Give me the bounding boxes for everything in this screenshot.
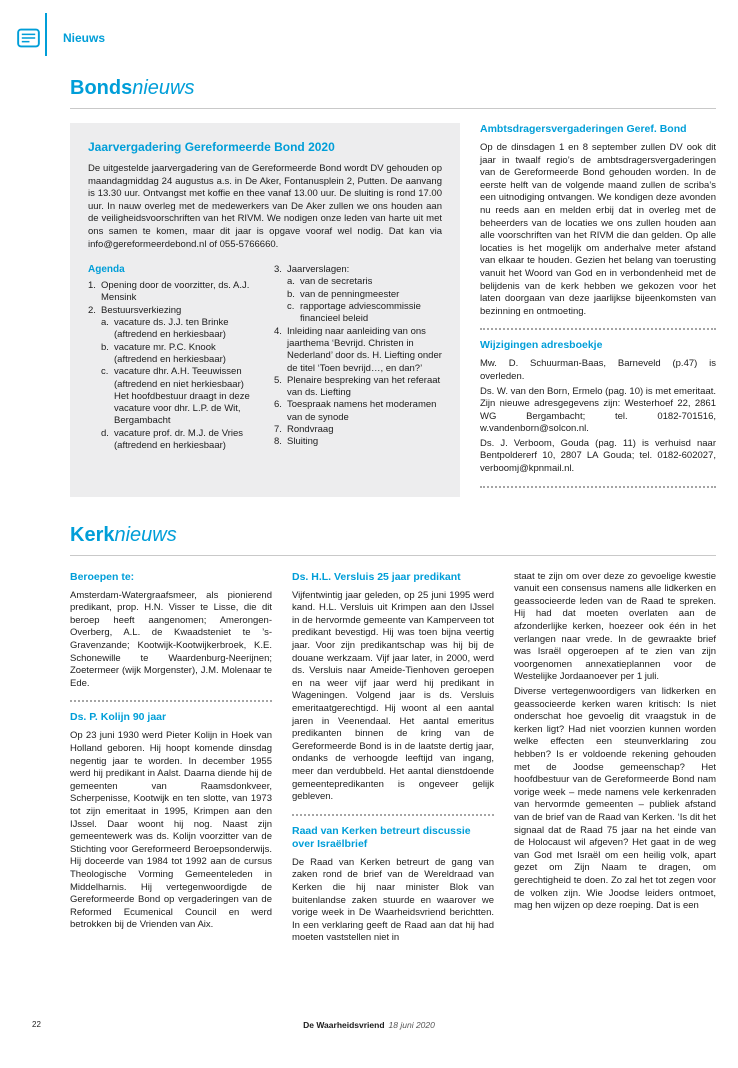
- item-marker: a.: [101, 317, 109, 329]
- item-marker: a.: [287, 276, 295, 288]
- agenda-item: [274, 375, 442, 400]
- article-body: Op 23 juni 1930 werd Pieter Kolijn in Hoek van Holland geboren. Hij hoopt komende dinsdag negentig jaar te worden. In december 1955 werd hij predikant in Aalst. Daarna diende hij de gemeenten van Raamsdonkveer, Scherpenisse, Kootwijk en ten slotte, van 1973 tot zijn emeritaat in 1995, Krimpen aan den IJssel. Daar woont hij nog. Naast zijn gemeentewerk was ds. Kolijn voorzitter van de Stichting voor Gereformeerd Beroepsonderwijs. Hij doceerde van 1984 tot 1992 aan de cursus Theologische Vorming Gemeenteleden in Middelharnis. Hij vertegenwoordigde de Gereformeerde Bond op vergaderingen van de Reformed Ecumenical Council en werd betrokken bij de Vrienden van Aix.: [70, 730, 272, 931]
- article-title: Ambtsdragersvergaderingen Geref. Bond: [480, 123, 687, 135]
- item-marker: b.: [287, 288, 295, 300]
- article-body: Ds. W. van den Born, Ermelo (pag. 10) is met emeritaat. Zijn nieuwe adresgegevens zijn: Westerhoef 22, 2861 WG Bergambacht; tel. 0182-701516, w.vandenborn@solcon.nl.: [480, 385, 717, 435]
- news-icon: [17, 28, 40, 48]
- item-text: van de penningmeester: [300, 288, 400, 300]
- section-title-italic: nieuws: [114, 523, 177, 546]
- agenda-left-column: [88, 264, 256, 452]
- article-title: Ds. H.L. Versluis 25 jaar predikant: [292, 570, 461, 583]
- article-jaarvergadering: [70, 123, 460, 497]
- dotted-separator: [480, 328, 716, 330]
- item-text: Inleiding naar aanleiding van ons jaarthema ‘Bevrijd. Christen in Nederland’ door ds. H. Liefting onder de titel ‘Toen bevrijd…, en dan?’: [287, 325, 442, 374]
- article-body: Diverse vertegenwoordigers van lidkerken en geassocieerde kerken waren kritisch: Is niet onderschat hoe gevoelig dit vraagstuk in de kerken ligt? Had niet voorzien kunnen worden welke effecten een steunverklaring zou hebben? Is er voldoende rekening gehouden met de Joodse gemeenschap? Het hoofdbestuur van de Gereformeerde Bond nam vorige week – mede namens vele kerkenraden van hervormde gemeenten – publiek afstand van de brief van de Raad van Kerken. ‘Is dit het signaal dat de Raad 75 jaar na het einde van de Holocaust wil afgeven? Het gaat in de weg van God met Israël om een heilig volk, apart gezet om Zijn Naam te dragen, om gerechtigheid te doen. Zo zal het tot zegen voor de volken zijn. Wie Joodse leiders ontmoet, mag hen wijzen op deze roeping. Dat is een: [514, 686, 716, 912]
- dotted-separator: [70, 700, 272, 702]
- agenda-item: [274, 326, 442, 375]
- kerk-column-1: [70, 571, 272, 945]
- publication-date: 18 juni 2020: [388, 1020, 435, 1030]
- bonds-side-column: [480, 123, 716, 497]
- agenda-heading: Agenda: [88, 264, 125, 276]
- agenda-item: [274, 264, 442, 276]
- item-marker: 5.: [274, 374, 282, 386]
- section-rule: [70, 108, 716, 109]
- item-text: Opening door de voorzitter, ds. A.J. Mensink: [101, 280, 250, 304]
- article-kolijn: [70, 711, 272, 932]
- agenda-subitem: [287, 276, 442, 288]
- agenda-item: [274, 399, 442, 424]
- item-marker: 8.: [274, 436, 282, 448]
- article-beroepen: [70, 571, 272, 691]
- dotted-separator: [292, 814, 494, 816]
- agenda-subitem: [287, 289, 442, 301]
- agenda-subitem: [101, 428, 256, 453]
- article-body: Op de dinsdagen 1 en 8 september zullen DV ook dit jaar in twaalf regio’s de ambtsdragersvergaderingen van de Gereformeerde Bond gehouden worden. In de eerste helft van de volgende maand zullen de scriba’s een uitnodiging ontvangen. We kondigen deze avonden nu reeds aan en melden erbij dat in overleg met de beheerders van de locaties we ons zullen houden aan alle voorschriften van het RIVM die dan gelden. Op alle locaties is het mogelijk om anderhalve meter afstand van elkaar te houden. Gezien het belang van toerusting vanuit het Woord van God en in verbondenheid met de belijdenis van de kerk hebben we gekozen voor het laten doorgaan van deze jaarlijkse bijeenkomsten van bezinning en ontmoeting.: [480, 142, 716, 317]
- article-body: staat te zijn om over deze zo gevoelige kwestie vanuit een consensus namens alle lidkerken en geassocieerde leden van de Raad te spreken. Hij had dat moeten overlaten aan de afzonderlijke kerken, hoezeer ook één in het verlangen naar vrede. In de gewraakte brief was Israël opgeroepen af te zien van zijn voorgenomen annexatieplannen voor de Westelijke Jordaanoever per 1 juli.: [514, 570, 716, 683]
- item-marker: 4.: [274, 325, 282, 337]
- article-ambtsdragers: [480, 123, 716, 318]
- section-title-italic: nieuws: [132, 77, 195, 99]
- agenda-item: [274, 436, 442, 448]
- article-title: Beroepen te:: [70, 570, 135, 583]
- kerk-column-3: [514, 571, 716, 945]
- item-text: vacature prof. dr. M.J. de Vries (aftredend en herkiesbaar): [114, 427, 244, 452]
- kerk-column-2: [292, 571, 494, 945]
- item-text: Toespraak namens het moderamen van de synode: [287, 399, 437, 423]
- item-text: vacature ds. J.J. ten Brinke (aftredend en herkiesbaar): [114, 317, 229, 341]
- agenda-item: [274, 424, 442, 436]
- page-number: 22: [32, 1020, 41, 1029]
- item-marker: d.: [101, 427, 109, 439]
- item-marker: 2.: [88, 304, 96, 316]
- dotted-separator: [480, 486, 716, 488]
- item-text: van de secretaris: [300, 276, 373, 288]
- item-marker: c.: [287, 301, 295, 313]
- item-text: Bestuursverkiezing: [101, 304, 182, 316]
- article-versluis: [292, 571, 494, 804]
- agenda-item: [88, 305, 256, 317]
- section-title-bold: Kerk: [70, 523, 115, 546]
- section-rule: [70, 555, 716, 556]
- article-title: Ds. P. Kolijn 90 jaar: [70, 711, 167, 724]
- item-marker: 7.: [274, 424, 282, 436]
- article-body: De Raad van Kerken betreurt de gang van zaken rond de brief van de Wereldraad van Kerken die hij naar minister Blok van buitenlandse zaken stuurde en waarover we vorige week in De Waarheidsvriend berichtten. In een verklaring geeft de Raad aan dat hij had moeten vaststellen niet in: [292, 856, 494, 944]
- item-text: vacature dhr. A.H. Teeuwissen (aftredend en niet herkiesbaar) Het hoofdbestuur draagt in deze vacature voor dhr. L.P. de Wit, Bergambacht: [114, 366, 250, 427]
- article-body: Vijfentwintig jaar geleden, op 25 juni 1995 werd kand. H.L. Versluis uit Krimpen aan den IJssel in de hervormde gemeente van Kamperveen tot predikant bevestigd. Hij was toen bijna veertig jaar. Voor zijn predikantschap was hij bij de douane werkzaam. Vijf jaar later, in 2000, werd ds. Versluis naar Ameide-Tienhoven geroepen en na weer vijf jaar werd hij predikant in Wageningen. Volgend jaar is ds. Versluis emeritaatgerechtigd. Hij woont al een aantal jaren in Veenendaal. Het aantal emeritus predikanten binnen de kring van de Gereformeerde Bond is in de laatste dertig jaar, ondanks de verhoogde leeftijd van ingang, meer dan verdubbeld. Het aantal dienstdoende gemeentepredikanten is ongeveer gelijk gebleven.: [292, 589, 494, 803]
- section-title-bondsnieuws: [70, 76, 716, 100]
- section-title-bold: Bonds: [70, 77, 133, 99]
- item-marker: 3.: [274, 264, 282, 276]
- article-body: Mw. D. Schuurman-Baas, Barneveld (p.47) is overleden.: [480, 358, 716, 382]
- page-footer: [0, 1020, 738, 1032]
- item-text: Sluiting: [287, 436, 319, 448]
- item-marker: 1.: [88, 280, 96, 292]
- item-marker: 6.: [274, 399, 282, 411]
- item-text: Jaarverslagen:: [287, 264, 350, 276]
- article-title: Raad van Kerken betreurt discussie over Israëlbrief: [292, 824, 471, 850]
- article-adresboekje: [480, 339, 716, 475]
- publication-name: De Waarheidsvriend: [303, 1020, 385, 1030]
- item-text: Plenaire bespreking van het referaat van ds. Liefting: [287, 374, 441, 399]
- article-raad-van-kerken-continued: [514, 571, 716, 913]
- article-body: Amsterdam-Watergraafsmeer, als pionierend predikant, prop. H.N. Visser te Lisse, die dit beroep heeft aangenomen; Amerongen-Overberg, A.L. de Kwaadsteniet te ’s-Gravenzande; Kootwijk-Kootwijkerbroek, K.E. Schonewille te Waardenburg-Neerijnen; Zoetermeer (wijk Morgenster), J.M. Molenaar te Ede.: [70, 589, 272, 689]
- footer-publication: [0, 1020, 738, 1030]
- agenda-right-column: [274, 264, 442, 452]
- agenda-subitem: [101, 342, 256, 367]
- agenda-subitem: [101, 317, 256, 342]
- item-text: Rondvraag: [287, 424, 334, 436]
- item-text: rapportage adviescommissie financieel beleid: [300, 301, 421, 325]
- nav-label: Nieuws: [63, 31, 106, 45]
- header-divider: [45, 13, 47, 56]
- article-raad-van-kerken: [292, 825, 494, 945]
- article-title: Wijzigingen adresboekje: [480, 339, 603, 352]
- page-content: [70, 76, 716, 945]
- article-body: De uitgestelde jaarvergadering van de Gereformeerde Bond wordt DV gehouden op maandagmiddag 24 augustus a.s. in De Aker, Fontanusplein 2, Putten. De aanvang is 13.30 uur. Ontvangst met koffie en thee vanaf 13.00 uur. De sluiting is rond 17.00 uur. In nauw overleg met de medewerkers van De Aker zullen we ons houden aan de veiligheidsvoorschriften van het RIVM. We nodigen onze leden van harte uit met ons samen te komen, maar dit jaar is opgave vooraf wel nodig. Dat kan via info@gereformeerdebond.nl of 055-5766660.: [88, 163, 442, 250]
- article-body: Ds. J. Verboom, Gouda (pag. 11) is verhuisd naar Bentpoldererf 10, 2807 LA Gouda; tel. 0182-602027, verboomj@kpnmail.nl.: [480, 437, 716, 475]
- item-marker: b.: [101, 341, 109, 353]
- agenda-item: [88, 280, 256, 305]
- article-title: Jaarvergadering Gereformeerde Bond 2020: [88, 140, 335, 154]
- item-text: vacature mr. P.C. Knook (aftredend en herkiesbaar): [114, 341, 226, 365]
- agenda-subitem: [101, 366, 256, 427]
- item-marker: c.: [101, 366, 109, 378]
- agenda: [88, 264, 442, 452]
- section-title-kerknieuws: [70, 523, 716, 547]
- agenda-subitem: [287, 301, 442, 326]
